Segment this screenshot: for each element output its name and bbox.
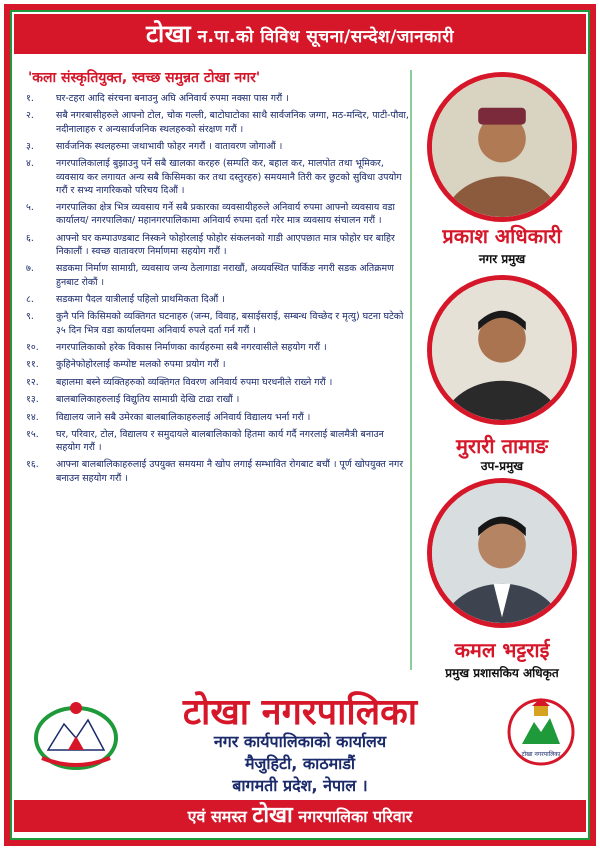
notice-item (26, 157, 411, 197)
nepal-emblem-icon (28, 698, 124, 772)
notice-number: ३. (26, 140, 34, 152)
notice-item (26, 376, 411, 389)
notice-text: विद्यालय जाने सबै उमेरका बालबालिकाहरुलाई अनिवार्य विद्यालय भर्ना गरौं । (56, 411, 311, 423)
official-title: नगर प्रमुख (478, 252, 526, 266)
portrait-icon (432, 280, 572, 420)
notice-item (26, 411, 411, 424)
org-office: नगर कार्यपालिकाको कार्यालय (213, 732, 387, 751)
official-title: उप-प्रमुख (480, 459, 524, 473)
footer-town: टोखा (252, 803, 293, 828)
notice-number: २. (26, 110, 34, 122)
footer-post: नगरपालिका परिवार (298, 807, 413, 826)
mayor-photo (427, 72, 577, 222)
column-divider (410, 70, 412, 670)
notice-text: सडकमा पैदल यात्रीलाई पहिलो प्राथमिकता दिऔं । (56, 293, 225, 305)
header-banner (14, 14, 586, 54)
official-name: प्रकाश अधिकारी (442, 224, 562, 248)
notice-text: आफ्नो घर कम्पाउण्डबाट निस्कने फोहोरलाई फोहोर संकलनको गाडी आएपछात मात्र फोहोर घर बाहिर निकालौं । स्वच्छ वातावरण निर्माणमा सहयोग गरौं । (56, 232, 395, 257)
notice-text: सबै नगरबासीहरुले आफ्नो टोल, चोक गल्ली, बाटोघाटोका साथै सार्वजनिक जग्गा, मठ-मन्दिर, पाटी-पौवा, नदीनालाहरु र अन्यसार्वजनिक स्थलहरुको संरक्षण गरौं । (56, 110, 409, 135)
notice-number: १३. (26, 394, 39, 406)
logo-caption: टोखा नगरपालिका (521, 751, 561, 758)
notice-text: कुनै पनि किसिमको व्यक्तिगत घटनाहरु (जन्म, विवाह, बसाईसराई, सम्बन्ध विच्छेद र मृत्यु) घटना घटेको ३५ दिन भित्र वडा कार्यालयमा अनिवार्य रुपले दर्ता गर्न गरौं । (56, 311, 404, 336)
org-province: बागमती प्रदेश, नेपाल । (232, 776, 368, 795)
notice-number: १०. (26, 341, 39, 353)
notice-item (26, 92, 411, 105)
notice-item (26, 201, 411, 227)
notice-number: १५. (26, 428, 39, 440)
slogan: 'कला संस्कृतियुक्त, स्वच्छ समुन्नत टोखा नगर' (28, 70, 261, 86)
notice-text: सार्वजनिक स्थलहरुमा जथाभावी फोहर नगरौं । वातावरण जोगाऔं । (56, 140, 283, 152)
notice-number: ११. (26, 359, 39, 371)
official-name: मुरारी तामाङ (455, 434, 549, 458)
tokha-logo-icon (504, 694, 578, 774)
notice-number: ९. (26, 311, 34, 323)
cao-photo (427, 478, 577, 628)
header-town: टोखा (145, 20, 192, 48)
org-address: मैजुहिटी, काठमाडौं (244, 754, 356, 773)
notice-item (26, 428, 411, 454)
notice-text: कुहिनेफोहोरलाई कम्पोष्ट मलको रुपमा प्रयोग गरौं । (56, 359, 226, 371)
header-rest: न.पा.को विविध सूचना/सन्देश/जानकारी (197, 27, 455, 47)
notice-number: ८. (26, 293, 34, 305)
notice-text: बहालमा बस्ने व्यक्तिहरुको व्यक्तिगत विवरण अनिवार्य रुपमा घरधनीले राख्ने गरौं । (56, 376, 333, 388)
footer-pre: एवं समस्त (187, 807, 247, 826)
notice-item (26, 140, 411, 153)
notice-text: नगरपालिका क्षेत्र भित्र व्यवसाय गर्ने सबै प्रकारका व्यवसायीहरुले अनिवार्य रुपमा आफ्नो व्यवसाय वडा कार्यालय/ नगरपालिका/ महानगरपालिकामा अनिवार्य रुपमा दर्ता गरेर मात्र व्यवसाय संचालन गरौं । (56, 202, 395, 227)
notice-text: नगरपालिकालाई बुझाउनु पर्ने सबै खालका करहरु (सम्पति कर, बहाल कर, मालपोत तथा भूमिकर, व्यवसाय कर लगायत अन्य सबै किसिमका कर तथा दस्तुरहरु) समयमानै तिरी कर छुटको सुविधा उपयोग गरौं र सभ्य नागरिकको परिचय दिऔं । (56, 158, 402, 196)
deputy-photo (427, 275, 577, 425)
notice-text: बालबालिकाहरुलाई विद्युतिय सामाग्री देखि टाढा राखौं । (56, 394, 240, 406)
footer-banner (14, 800, 586, 832)
notice-item (26, 458, 411, 484)
notice-text: आफ्ना बालबालिकाहरुलाई उपयुक्त समयमा नै खोप लगाई सम्भावित रोगबाट बचौं । पूर्ण खोपयुक्त नगर बनाउन सहयोग गरौं । (56, 459, 404, 484)
notice-text: घर, परिवार, टोल, विद्यालय र समुदायले बालबालिकाको हितमा कार्य गर्दै नगरलाई बालमैत्री बनाउन सहयोग गरौं । (56, 428, 384, 454)
notice-item (26, 358, 411, 371)
notice-text: घर-टहरा आदि संरचना बनाउनु अघि अनिवार्य रुपमा नक्सा पास गरौं । (56, 93, 289, 104)
notice-number: ५. (26, 202, 34, 214)
notice-number: १६. (26, 459, 39, 471)
portrait-icon (432, 483, 572, 623)
notice-text: नगरपालिकाको हरेक विकास निर्माणका कार्यहरुमा सबै नगरवासीले सहयोग गरौं । (56, 341, 327, 353)
official-name: कमल भट्टराई (454, 638, 550, 662)
notice-list (26, 92, 411, 489)
portrait-icon (432, 77, 572, 217)
notice-item (26, 341, 411, 354)
org-title: टोखा नगरपालिका (182, 692, 418, 733)
notice-item (26, 293, 411, 306)
notice-number: १. (26, 93, 34, 104)
notice-number: १२. (26, 376, 39, 388)
notice-item (26, 232, 411, 258)
notice-number: ६. (26, 232, 34, 244)
notice-item (26, 109, 411, 135)
notice-number: ४. (26, 158, 34, 170)
notice-number: ७. (26, 263, 34, 275)
official-title: प्रमुख प्रशासकिय अधिकृत (445, 666, 559, 680)
notice-number: १४. (26, 411, 39, 423)
notice-text: सडकमा निर्माण सामाग्री, व्यवसाय जन्य ठेलागाडा नराखौं, अव्यवस्थित पार्किङ नगरी सडक अतिक्रमण हुनबाट रोकौं । (56, 263, 394, 288)
notice-item (26, 393, 411, 406)
notice-item (26, 262, 411, 288)
notice-item (26, 310, 411, 336)
